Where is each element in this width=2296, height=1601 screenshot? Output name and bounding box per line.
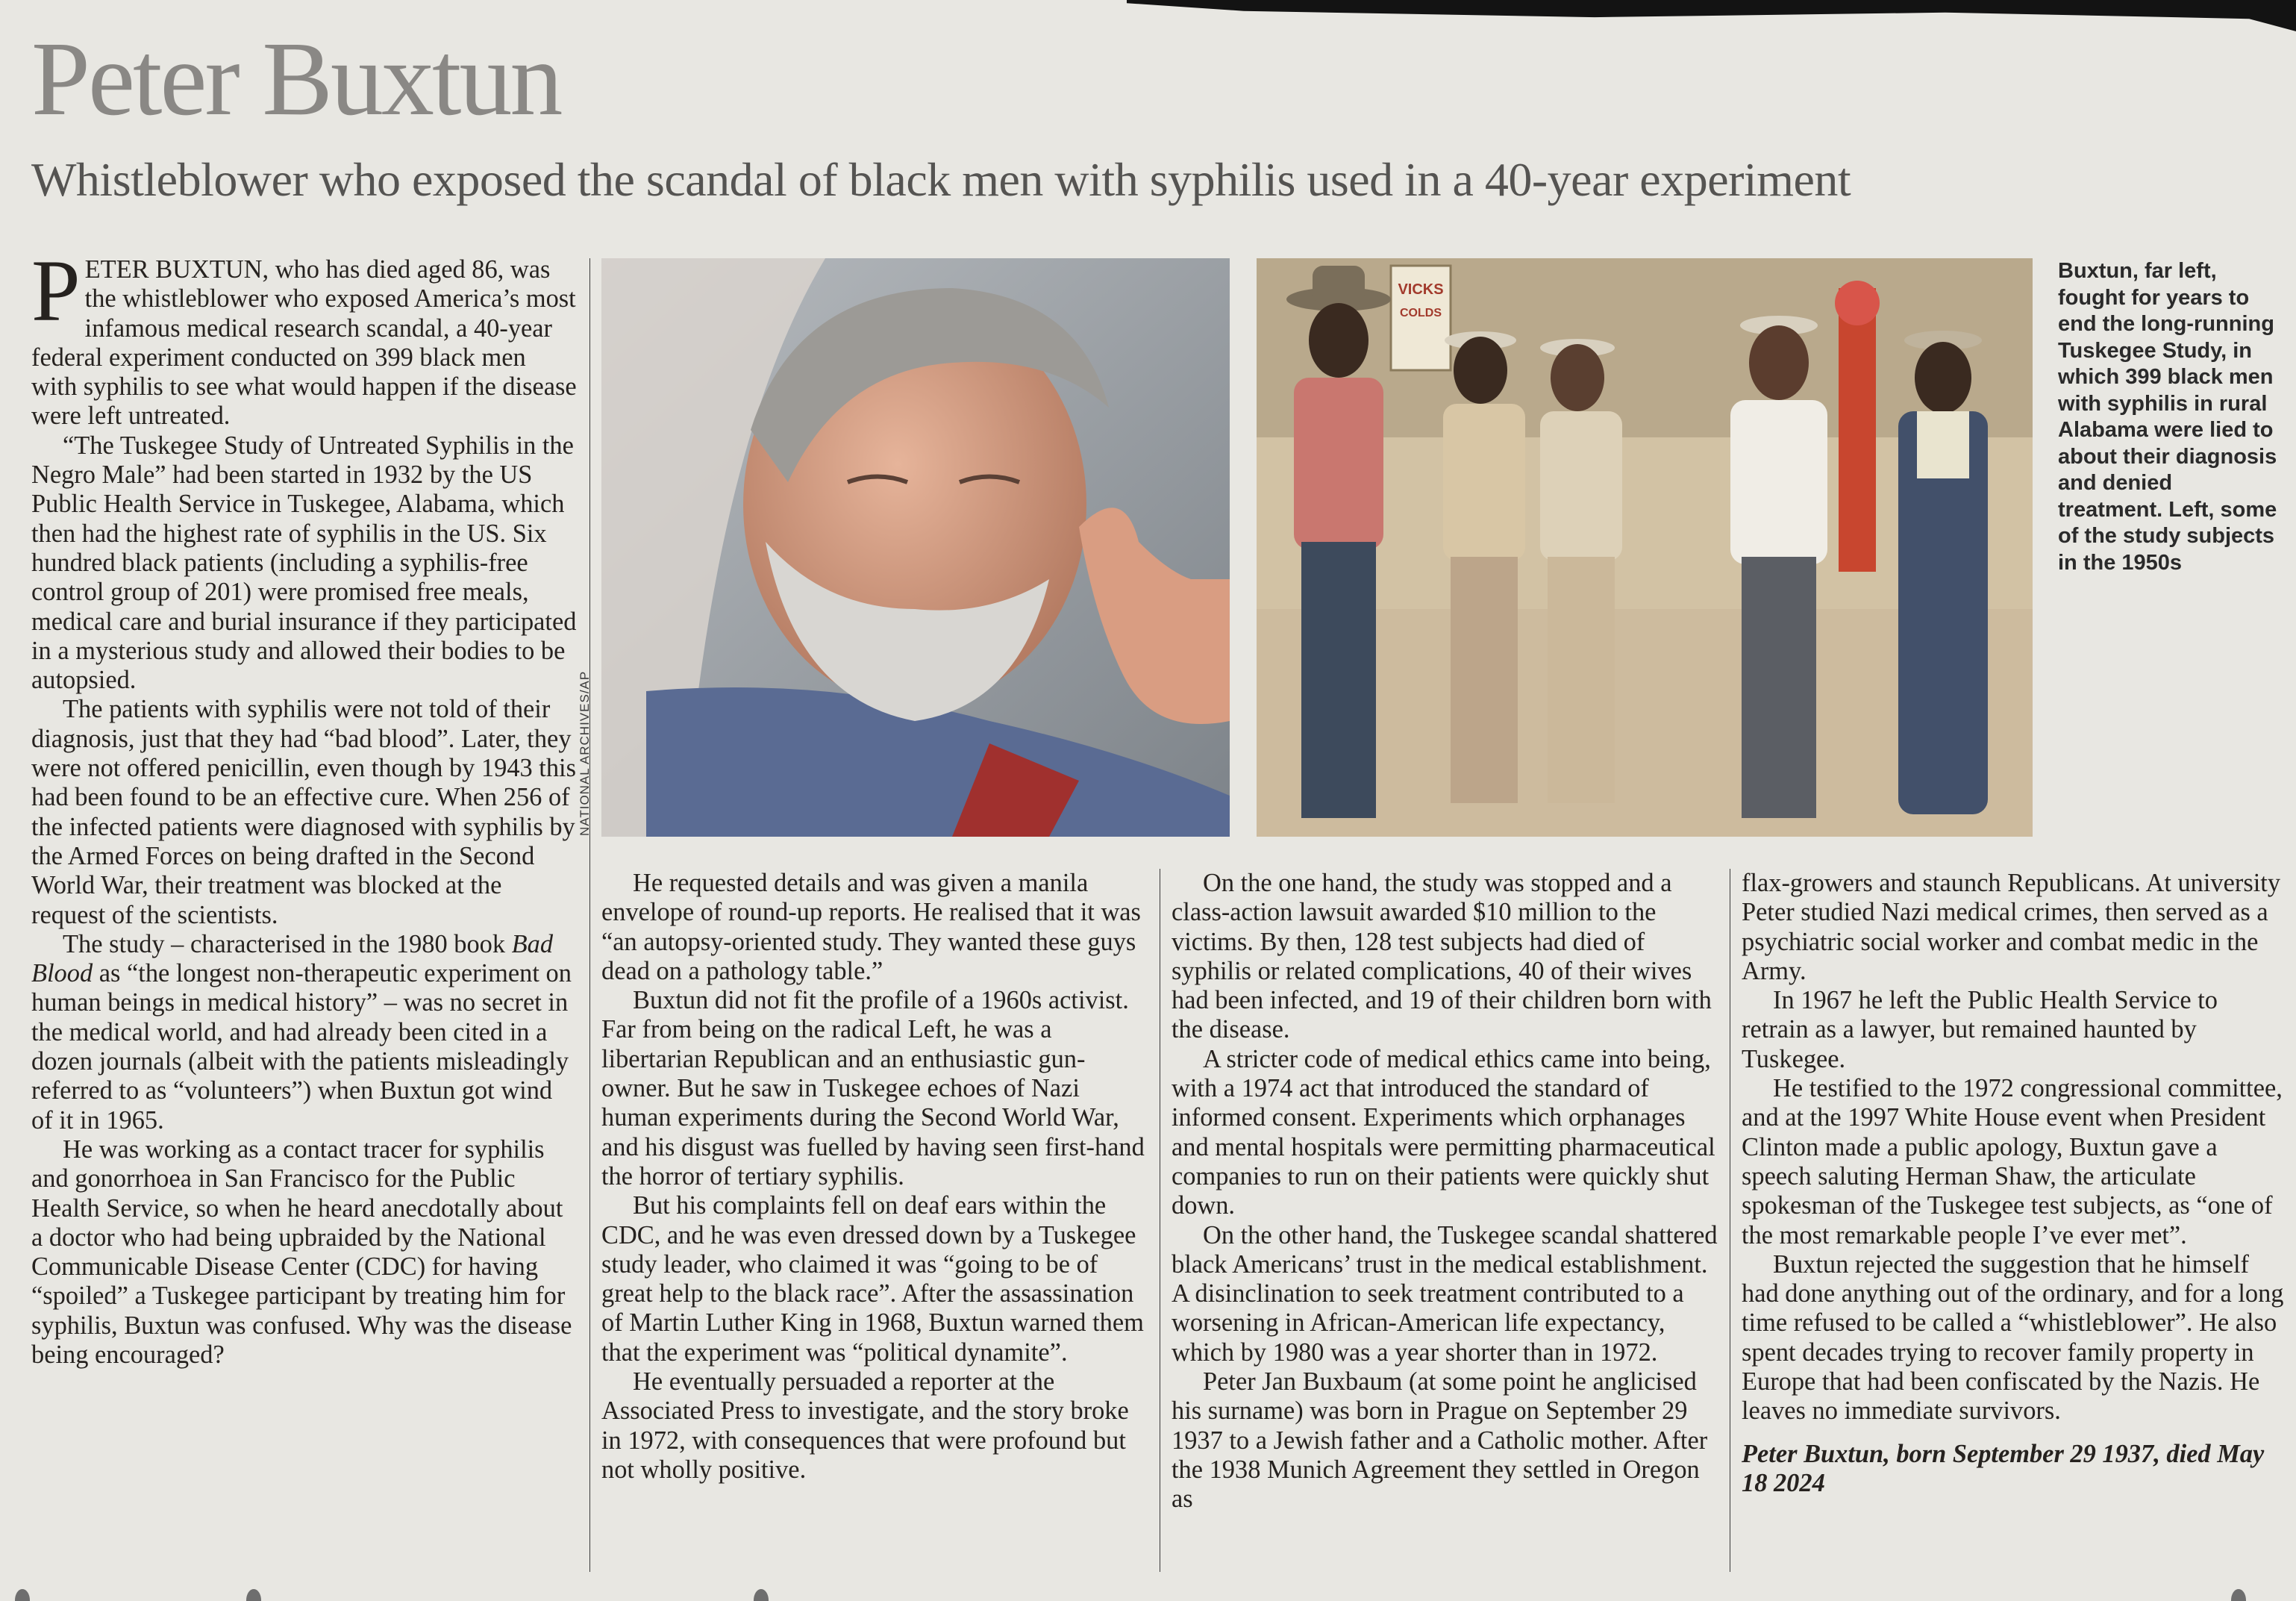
photo-credit: NATIONAL ARCHIVES/AP <box>578 670 592 836</box>
portrait-illustration <box>601 258 1230 837</box>
paragraph: A stricter code of medical ethics came into being, with a 1974 act that introduced the standard of informed consent. Experiments which orphanages and mental hospitals were permitting pharmaceutical companies to run on their patients were quickly shut down. <box>1172 1044 1715 1220</box>
lead-text: who has died aged 86, was the whistleblower who exposed America’s most infamous medical research scandal, a 40-year federal experiment conducted on 399 black men with syphilis to see what would happen if the disease were left untreated. <box>31 255 577 431</box>
paragraph: On the other hand, the Tuskegee scandal shattered black Americans’ trust in the medical establishment. A disinclination to seek treatment contributed to a worsening in African-American life expectancy, which by 1980 was a year shorter than in 1972. <box>1172 1220 1718 1367</box>
vicks-sign: VICKS <box>1398 281 1444 298</box>
group-illustration <box>1257 258 2033 837</box>
photo-caption: Buxtun, far left, fought for years to end the long-running Tuskegee Study, in which 399 black men with syphilis in rural Alabama were lied to about their diagnosis and denied treatment. Left, some of the study subjects in the 1950s <box>2058 259 2277 575</box>
paragraph: “The Tuskegee Study of Untreated Syphilis in the Negro Male” had been started in 1932 by the US Public Health Service in Tuskegee, Alabama, which then had the highest rate of syphilis in the US. Six hundred black patients (including a syphilis-free control group of 201) were promised free meals, medical care and burial insurance if they participated in a mysterious study and allowed their bodies to be autopsied. <box>31 431 577 695</box>
lead-paragraph <box>31 242 578 431</box>
colds-sign: COLDS <box>1400 307 1442 319</box>
paragraph: Buxtun rejected the suggestion that he himself had done anything out of the ordinary, and for a long time refused to be called a “whistleblower”. He also spent decades trying to recover family property in Europe that had been confiscated by the Nazis. He leaves no immediate survivors. <box>1742 1249 2284 1426</box>
article-column-4 <box>1742 869 2288 1498</box>
headline: Peter Buxtun <box>31 19 561 137</box>
study-subjects-photo <box>1257 258 2033 837</box>
column-divider <box>589 258 590 1572</box>
subheadline: Whistleblower who exposed the scandal of black men with syphilis used in a 40-year experiment <box>31 153 1851 206</box>
paragraph: He was working as a contact tracer for syphilis and gonorrhoea in San Francisco for the Public Health Service, so when he heard anecdotally about a doctor who had being upbraided by the National Communicable Disease Center (CDC) for having “spoiled” a Tuskegee participant by treating him for syphilis, Buxtun was confused. Why was the disease being encouraged? <box>31 1135 572 1369</box>
paragraph: In 1967 he left the Public Health Service to retrain as a lawyer, but remained haunted by Tuskegee. <box>1742 986 2218 1073</box>
paragraph: flax-growers and staunch Republicans. At university Peter studied Nazi medical crimes, then served as a psychiatric social worker and combat medic in the Army. <box>1742 869 2281 985</box>
binder-hole <box>246 1589 261 1601</box>
paragraph: He eventually persuaded a reporter at the Associated Press to investigate, and the story broke in 1972, with consequences that were profound but not wholly positive. <box>601 1367 1129 1484</box>
lead-caps: ETER BUXTUN, <box>84 255 269 284</box>
paragraph: The patients with syphilis were not told of their diagnosis, just that they had “bad blood”. Later, they were not offered penicillin, even though by 1943 this had been found to be an effective cure. When 256 of the infected patients were diagnosed with syphilis by the Armed Forces on being drafted in the Second World War, their treatment was blocked at the request of the scientists. <box>31 695 576 929</box>
article-column-1 <box>31 242 578 1370</box>
article-column-2 <box>601 869 1148 1485</box>
paragraph: Buxtun did not fit the profile of a 1960s activist. Far from being on the radical Left, he was a libertarian Republican and an enthusiastic gun-owner. But he saw in Tuskegee echoes of Nazi human experiments during the Second World War, and his disgust was fuelled by having seen first-hand the horror of tertiary syphilis. <box>601 986 1145 1190</box>
paragraph: Peter Jan Buxbaum (at some point he anglicised his surname) was born in Prague on September 29 1937 to a Jewish father and a Catholic mother. After the 1938 Munich Agreement they settled in Oregon as <box>1172 1367 1708 1514</box>
binder-hole <box>754 1589 769 1601</box>
binder-hole <box>15 1589 30 1601</box>
article-column-3 <box>1172 869 1718 1514</box>
obituary-signoff: Peter Buxtun, born September 29 1937, died May 18 2024 <box>1742 1439 2265 1497</box>
drop-cap: P <box>31 242 81 340</box>
paragraph: He requested details and was given a manila envelope of round-up reports. He realised that it was “an autopsy-oriented study. They wanted these guys dead on a pathology table.” <box>601 869 1141 985</box>
binder-hole <box>2231 1589 2246 1601</box>
paragraph: On the one hand, the study was stopped and a class-action lawsuit awarded $10 million to the victims. By then, 128 test subjects had died of syphilis or related complications, 40 of their wives had been infected, and 19 of their children born with the disease. <box>1172 869 1712 1044</box>
book-title: Bad Blood <box>31 929 554 988</box>
portrait-photo <box>601 258 1230 837</box>
paragraph: But his complaints fell on deaf ears within the CDC, and he was even dressed down by a Tuskegee study leader, who claimed it was “going to be of great help to the black race”. After the assassination of Martin Luther King in 1968, Buxtun warned them that the experiment was “political dynamite”. <box>601 1191 1144 1367</box>
paragraph: The study – characterised in the 1980 book Bad Blood as “the longest non-therapeutic experiment on human beings in medical history” – was no secret in the medical world, and had already been cited in a dozen journals (albeit with the patients misleadingly referred to as “volunteers”) when Buxtun got wind of it in 1965. <box>31 929 572 1135</box>
paragraph: He testified to the 1972 congressional committee, and at the 1997 White House event when President Clinton made a public apology, Buxtun gave a speech saluting Herman Shaw, the articulate spokesman of the Tuskegee test subjects, as “one of the most remarkable people I’ve ever met”. <box>1742 1074 2283 1249</box>
torn-edge <box>1127 0 2296 31</box>
